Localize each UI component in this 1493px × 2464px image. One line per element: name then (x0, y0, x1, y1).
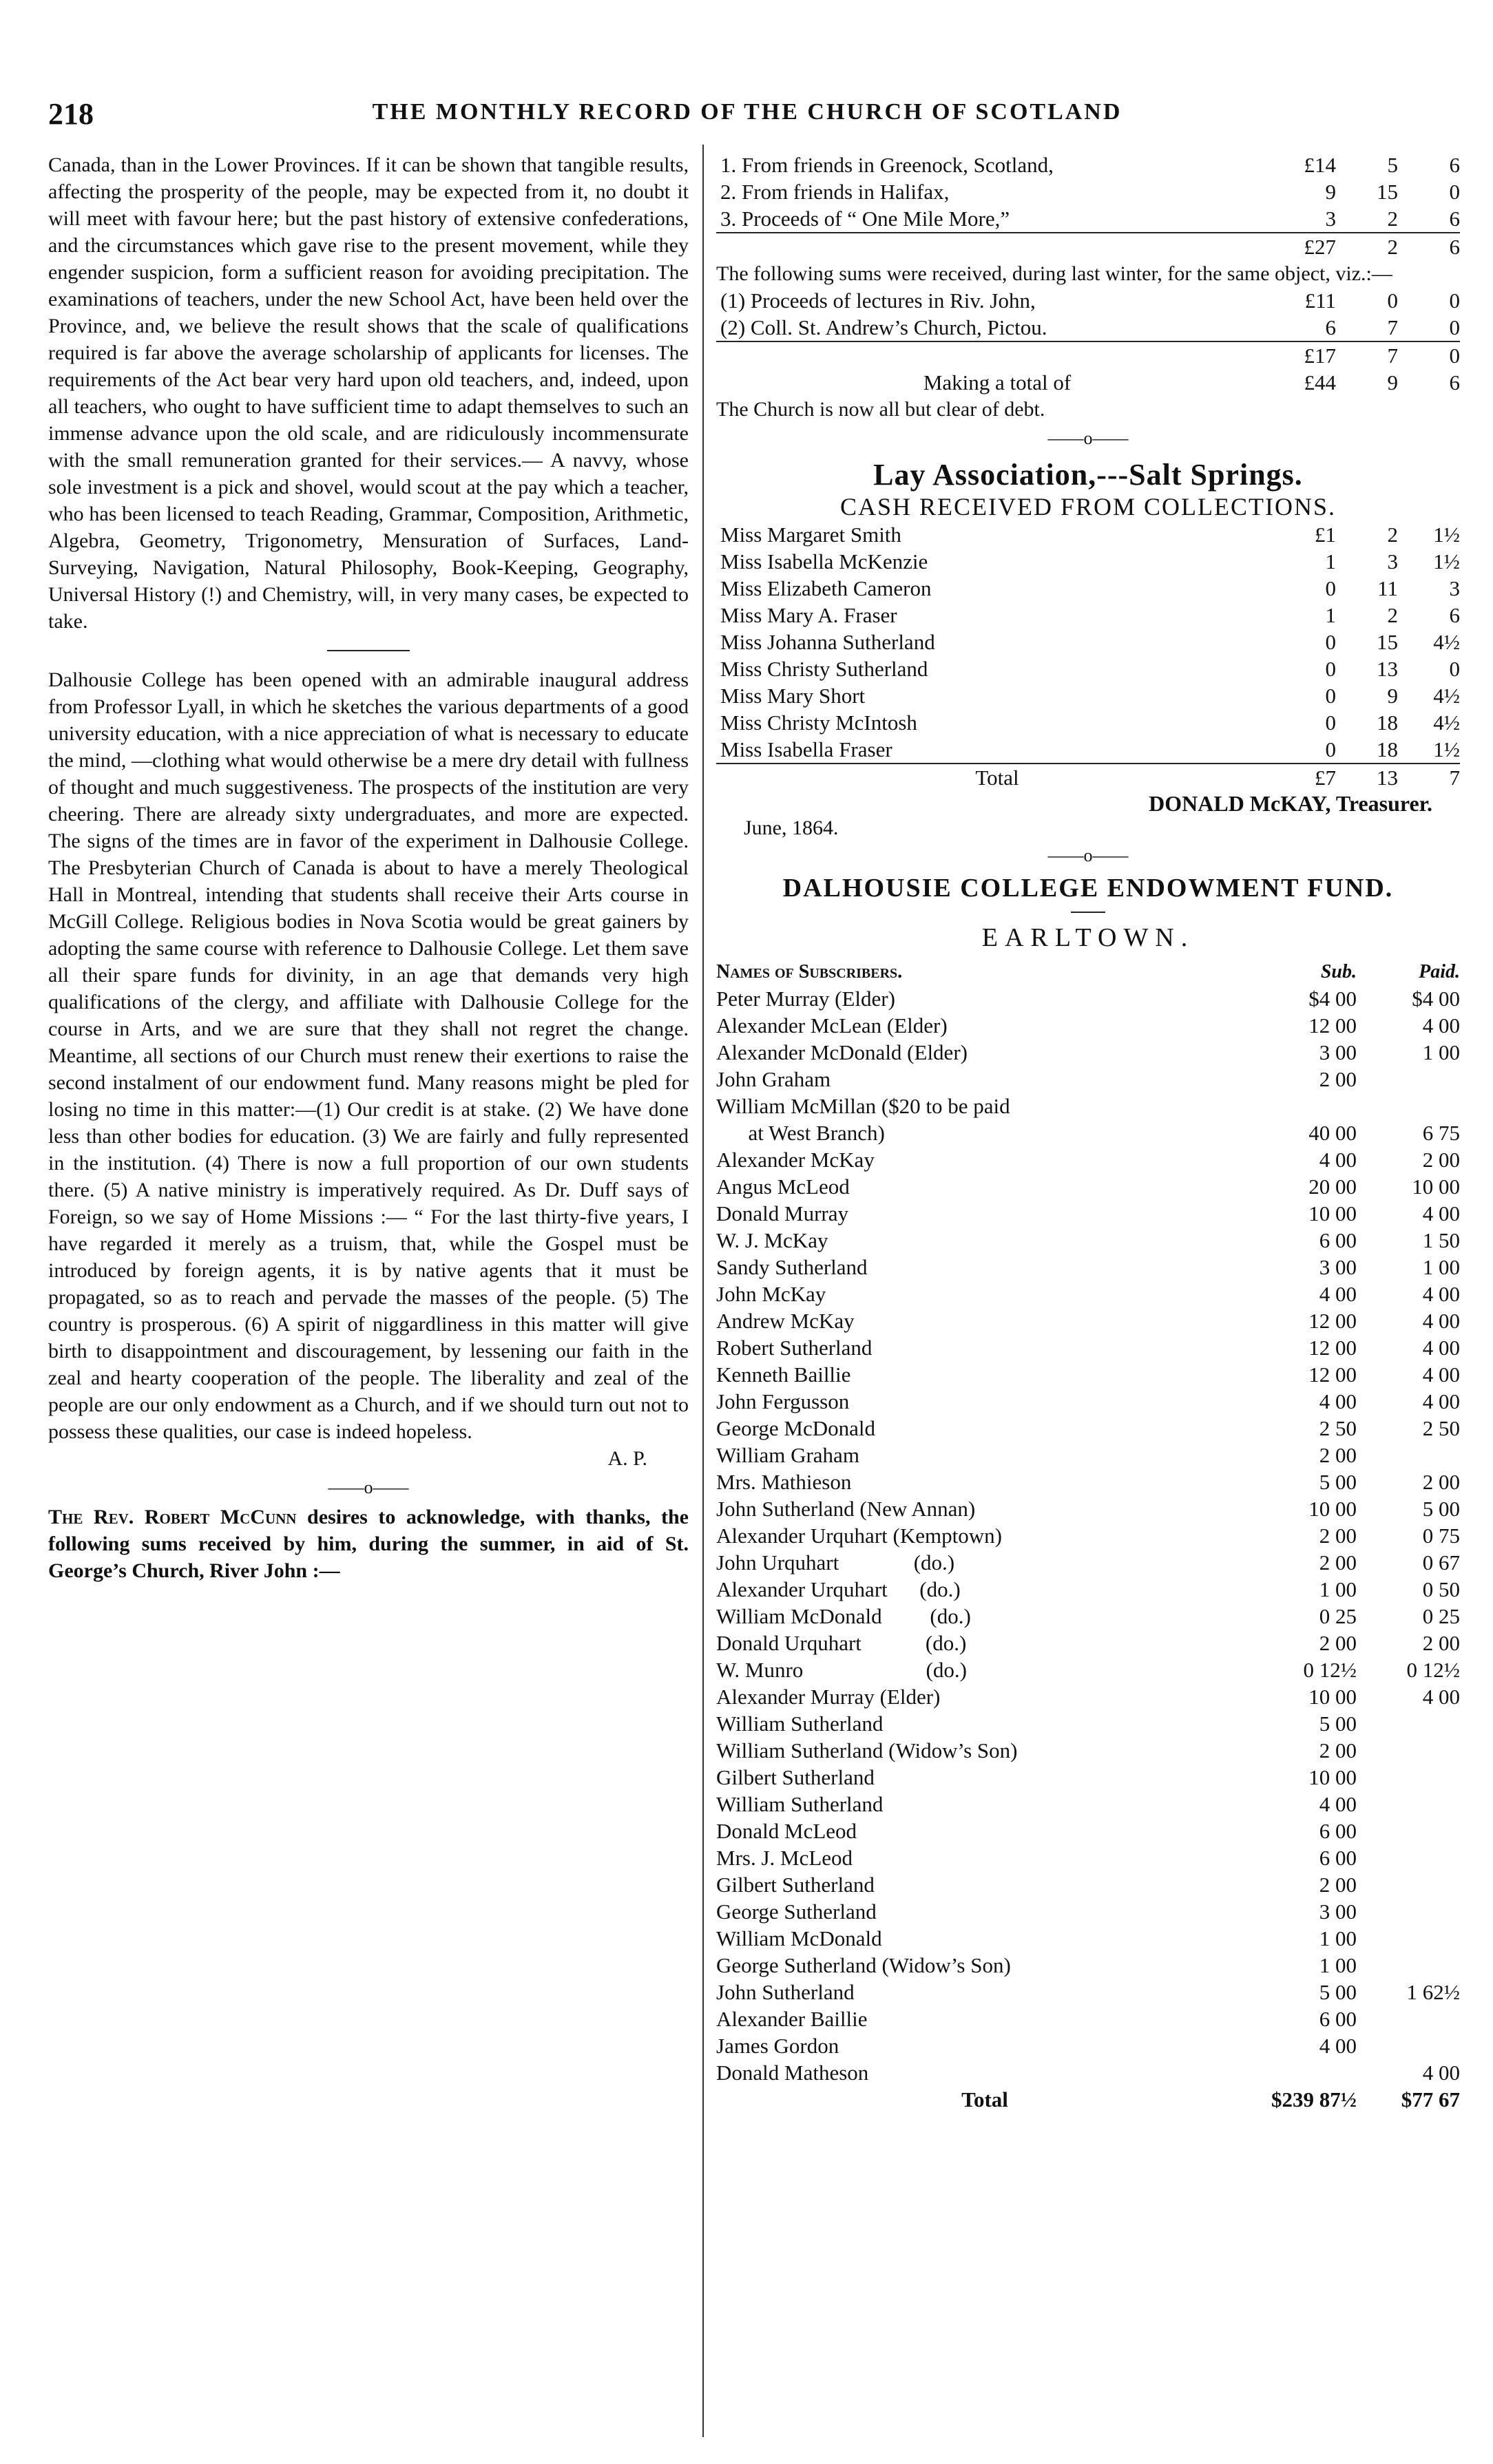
fund-total-row (716, 2086, 1460, 2113)
paid-amount: 2 50 (1422, 1416, 1460, 1440)
ornament-divider: ——o—— (1047, 845, 1129, 865)
table-row (716, 1925, 1460, 1952)
amount-shillings: 15 (1377, 630, 1398, 654)
paid-amount: 4 00 (1422, 1013, 1460, 1038)
amount-shillings: 18 (1377, 737, 1398, 761)
column-paid-header: Paid. (1419, 961, 1460, 982)
subscriber-name: Alexander McDonald (Elder) (716, 1040, 968, 1064)
table-row (716, 548, 1460, 575)
amount-pounds: 3 (1325, 207, 1336, 231)
subscription-amount: 3 00 (1319, 1899, 1357, 1924)
paid-amount (1357, 1898, 1460, 1925)
lay-association-title: Lay Association,---Salt Springs. (873, 458, 1303, 492)
fund-total-sub: $239 87½ (1271, 2087, 1357, 2112)
table-row (716, 1979, 1460, 2005)
subscription-amount: 10 00 (1308, 1201, 1357, 1225)
paid-amount: 0 75 (1422, 1524, 1460, 1548)
table-row (716, 602, 1460, 629)
subscription-amount: 5 00 (1319, 1712, 1357, 1736)
grand-total-pounds: £44 (1304, 370, 1336, 394)
paid-amount (1357, 1442, 1460, 1468)
subscription-amount: 6 00 (1319, 1819, 1357, 1843)
subscriber-name: Gilbert Sutherland (716, 1765, 875, 1789)
lay-collections-table (716, 521, 1460, 791)
subscriber-name: George McDonald (716, 1416, 876, 1440)
table-row (716, 1442, 1460, 1468)
paid-amount (1357, 1952, 1460, 1979)
subscription-amount: 20 00 (1308, 1175, 1357, 1199)
subscriber-name: John McKay (716, 1282, 826, 1306)
paid-amount (1357, 1818, 1460, 1844)
lay-association-subtitle: CASH RECEIVED FROM COLLECTIONS. (839, 493, 1337, 520)
table-row (716, 709, 1460, 736)
subscriber-name: John Sutherland (716, 1980, 855, 2004)
page-header (48, 96, 1446, 138)
table-row (716, 1549, 1460, 1576)
subscription-amount: 6 00 (1319, 1846, 1357, 1870)
lay-total-row (716, 764, 1460, 791)
subscriber-name: Peter Murray (Elder) (716, 987, 895, 1011)
amount-pounds: 0 (1325, 710, 1336, 735)
subscription-amount: 4 00 (1319, 1282, 1357, 1306)
table-row (716, 2059, 1460, 2086)
endowment-fund-title: DALHOUSIE COLLEGE ENDOWMENT FUND. (782, 874, 1394, 903)
title-rule (1071, 912, 1105, 913)
paid-amount: 4 00 (1422, 1282, 1460, 1306)
paid-amount (1357, 1871, 1460, 1898)
ornament-divider: ——o—— (328, 1477, 409, 1497)
paid-amount: $4 00 (1412, 987, 1460, 1011)
paid-amount: 10 00 (1412, 1175, 1460, 1199)
subscription-amount: 2 00 (1319, 1443, 1357, 1467)
paid-amount: 0 12½ (1406, 1658, 1460, 1682)
lay-total-pounds: £7 (1274, 764, 1336, 791)
paid-amount (1357, 1764, 1460, 1791)
collector-name: Miss Margaret Smith (720, 523, 901, 547)
signature-ap: A. P. (607, 1447, 647, 1470)
collector-name: Miss Elizabeth Cameron (720, 576, 932, 600)
table-row (716, 629, 1460, 655)
amount-pence: 4½ (1433, 630, 1460, 654)
paid-amount: 1 00 (1422, 1255, 1460, 1279)
collector-name: Miss Christy Sutherland (720, 657, 928, 681)
amount-pence: 1½ (1433, 523, 1460, 547)
paid-amount (1357, 1737, 1460, 1764)
table-row (716, 521, 1460, 548)
paid-amount: 4 00 (1422, 1389, 1460, 1413)
subscriber-name: William McDonald (do.) (716, 1604, 971, 1628)
acknowledgement-name: The Rev. Robert McCunn (48, 1506, 297, 1528)
amount-pence: 4½ (1433, 710, 1460, 735)
subscription-amount: 10 00 (1308, 1497, 1357, 1521)
subscription-amount (1253, 1093, 1357, 1119)
subscriber-name: Donald McLeod (716, 1819, 857, 1843)
table-row (716, 1334, 1460, 1361)
subscriber-name: W. Munro (do.) (716, 1658, 967, 1682)
table-row (716, 1254, 1460, 1281)
subscriber-name: George Sutherland (716, 1899, 877, 1924)
table-row (716, 682, 1460, 709)
subscription-amount: 10 00 (1308, 1765, 1357, 1789)
paid-amount: 2 00 (1422, 1470, 1460, 1494)
amount-pounds: £1 (1315, 523, 1336, 547)
report-date: June, 1864. (744, 817, 839, 839)
subscription-amount: 1 00 (1319, 1577, 1357, 1601)
subscriber-name: Sandy Sutherland (716, 1255, 868, 1279)
amount-pounds: 9 (1325, 180, 1336, 204)
table-row (716, 655, 1460, 682)
subscriber-name: Alexander Urquhart (do.) (716, 1577, 961, 1601)
subscriber-name: at West Branch) (716, 1121, 885, 1145)
subscription-amount: 5 00 (1319, 1470, 1357, 1494)
amount-shillings: 2 (1387, 207, 1398, 231)
subscription-amount (1253, 2059, 1357, 2086)
stjohn-total-row (716, 233, 1460, 260)
table-row (716, 1093, 1460, 1119)
paid-amount: 5 00 (1422, 1497, 1460, 1521)
table-row (716, 1361, 1460, 1388)
table-row (716, 1307, 1460, 1334)
fund-total-paid: $77 67 (1401, 2087, 1460, 2112)
subscriber-name: Donald Urquhart (do.) (716, 1631, 967, 1655)
subscription-amount: 12 00 (1308, 1336, 1357, 1360)
amount-pence: 6 (1449, 153, 1460, 177)
item-label: (1) Proceeds of lectures in Riv. John, (720, 288, 1036, 313)
subscription-amount: 40 00 (1308, 1121, 1357, 1145)
subscription-amount: 3 00 (1319, 1040, 1357, 1064)
table-row (716, 1871, 1460, 1898)
collector-name: Miss Isabella Fraser (720, 737, 892, 761)
subscription-amount: 4 00 (1319, 1148, 1357, 1172)
amount-pounds: 0 (1325, 737, 1336, 761)
treasurer-signature: DONALD McKAY, Treasurer. (1149, 791, 1432, 816)
subscription-amount: 5 00 (1319, 1980, 1357, 2004)
subscription-amount: 2 00 (1319, 1631, 1357, 1655)
table-row (716, 1495, 1460, 1522)
table-row (716, 151, 1460, 178)
paid-amount: 0 25 (1422, 1604, 1460, 1628)
lay-total-pence: 7 (1398, 764, 1460, 791)
paid-amount: 0 67 (1422, 1550, 1460, 1575)
amount-pounds: 1 (1325, 549, 1336, 573)
amount-pence: 1½ (1433, 549, 1460, 573)
lay-total-shillings: 13 (1336, 764, 1398, 791)
table-row (716, 314, 1460, 341)
place-heading: EARLTOWN. (981, 923, 1195, 952)
subscription-amount: 6 00 (1319, 1228, 1357, 1252)
table-row (716, 1173, 1460, 1200)
lay-total-label: Total (716, 764, 1274, 791)
amount-pence: 0 (1449, 657, 1460, 681)
subscription-amount: 12 00 (1308, 1013, 1357, 1038)
table-row (716, 1012, 1460, 1039)
amount-shillings: 18 (1377, 710, 1398, 735)
debt-note: The Church is now all but clear of debt. (716, 398, 1045, 421)
table-row (716, 1737, 1460, 1764)
item-label: 3. Proceeds of “ One Mile More,” (720, 207, 1010, 231)
collector-name: Miss Mary A. Fraser (720, 603, 897, 627)
subscriber-name: Alexander Murray (Elder) (716, 1685, 941, 1709)
subscriber-name: Mrs. Mathieson (716, 1470, 852, 1494)
table-row (716, 1415, 1460, 1442)
subscription-amount: 6 00 (1319, 2007, 1357, 2031)
paid-amount: 4 00 (1422, 1201, 1460, 1225)
subscription-amount: 0 12½ (1303, 1658, 1357, 1682)
paid-amount (1357, 2032, 1460, 2059)
column-names-header: Names of Subscribers. (716, 961, 903, 982)
table-row (716, 1603, 1460, 1630)
amount-shillings: 0 (1387, 288, 1398, 313)
winter-contributions-table (716, 287, 1460, 396)
amount-pence: 0 (1449, 315, 1460, 339)
paid-amount (1357, 1710, 1460, 1737)
section-rule (327, 650, 410, 651)
paid-amount: 4 00 (1422, 2061, 1460, 2085)
collector-name: Miss Christy McIntosh (720, 710, 917, 735)
subscriber-name: Donald Matheson (716, 2061, 869, 2085)
stjohn-contributions-table (716, 151, 1460, 260)
stjohn-total-pence: 6 (1398, 233, 1460, 260)
subscriber-name: John Fergusson (716, 1389, 850, 1413)
paid-amount: 1 50 (1422, 1228, 1460, 1252)
paid-amount (1357, 1844, 1460, 1871)
winter-total-pounds: £17 (1274, 341, 1336, 369)
table-row (716, 1468, 1460, 1495)
table-row (716, 178, 1460, 205)
amount-pence: 6 (1449, 207, 1460, 231)
running-title: THE MONTHLY RECORD OF THE CHURCH OF SCOTLAND (372, 99, 1123, 125)
subscriber-name: Alexander Urquhart (Kemptown) (716, 1524, 1002, 1548)
grand-total-label: Making a total of (923, 370, 1072, 394)
subscription-amount: 3 00 (1319, 1255, 1357, 1279)
subscriber-name: Angus McLeod (716, 1175, 850, 1199)
item-label: (2) Coll. St. Andrew’s Church, Pictou. (720, 315, 1047, 339)
ornament-divider: ——o—— (1047, 428, 1129, 448)
table-row (716, 205, 1460, 233)
collector-name: Miss Johanna Sutherland (720, 630, 935, 654)
table-row (716, 1683, 1460, 1710)
table-row (716, 1200, 1460, 1227)
table-row (716, 2005, 1460, 2032)
subscriber-name: William Sutherland (716, 1792, 884, 1816)
subscription-amount: $4 00 (1308, 987, 1357, 1011)
subscriber-name: Andrew McKay (716, 1309, 855, 1333)
table-row (716, 1844, 1460, 1871)
table-row (716, 1576, 1460, 1603)
subscription-amount: 4 00 (1319, 1389, 1357, 1413)
table-row (716, 1281, 1460, 1307)
grand-total-row (716, 369, 1460, 396)
item-label: 1. From friends in Greenock, Scotland, (720, 153, 1054, 177)
subscriber-name: James Gordon (716, 2034, 839, 2058)
table-row (716, 2032, 1460, 2059)
stjohn-total-shillings: 2 (1336, 233, 1398, 260)
subscription-amount: 0 25 (1319, 1604, 1357, 1628)
amount-shillings: 2 (1387, 603, 1398, 627)
amount-pence: 6 (1449, 603, 1460, 627)
subscription-amount: 4 00 (1319, 1792, 1357, 1816)
subscriber-name: William McMillan ($20 to be paid (716, 1094, 1010, 1118)
table-row (716, 985, 1460, 1012)
collector-name: Miss Mary Short (720, 684, 866, 708)
page-number: 218 (48, 97, 94, 131)
amount-pounds: 1 (1325, 603, 1336, 627)
table-row (716, 1119, 1460, 1146)
subscriber-name: Alexander McLean (Elder) (716, 1013, 948, 1038)
paid-amount (1357, 1925, 1460, 1952)
paid-amount: 4 00 (1422, 1362, 1460, 1387)
table-row (716, 1388, 1460, 1415)
amount-shillings: 9 (1387, 684, 1398, 708)
subscriber-name: John Graham (716, 1067, 831, 1091)
amount-pounds: 6 (1325, 315, 1336, 339)
subscription-amount: 1 00 (1319, 1953, 1357, 1977)
paid-amount: 4 00 (1422, 1685, 1460, 1709)
paid-amount (1357, 1791, 1460, 1818)
table-row (716, 1630, 1460, 1656)
amount-pence: 4½ (1433, 684, 1460, 708)
subscriber-name: William Sutherland (716, 1712, 884, 1736)
paid-amount (1357, 1066, 1460, 1093)
subscriber-name: John Urquhart (do.) (716, 1550, 955, 1575)
amount-pounds: 0 (1325, 576, 1336, 600)
stjohn-total-pounds: £27 (1274, 233, 1336, 260)
paragraph-dalhousie: Dalhousie College has been opened with an admirable inaugural address from Professor Lyall, in which he sketches the various departments of a good university education, with a nice appreciation of what is necessary to educate the mind, —clothing what would otherwise be a mere dry detail with fullness of thought and much suggestiveness. The prospects of the institution are very cheering. There are already sixty undergraduates, and more are expected. The signs of the times are in favor of the experiment in Dalhousie College. The Presbyterian Church of Canada is about to have a merely Theological Hall in Montreal, intending that students shall receive their Arts course in McGill College. Religious bodies in Nova Scotia would be great gainers by adopting the same course with reference to Dalhousie College. Let them save all their spare funds for divinity, in an age that demands very high qualifications of the clergy, and affiliate with Dalhousie College for the course in Arts, and we are sure that they shall not regret the change. Meantime, all sections of our Church must renew their exertions to raise the second instalment of our endowment fund. Many reasons might be pled for losing no time in this matter:—(1) Our credit is at stake. (2) We have done less than other bodies for education. (3) We are fairly and fully represented in the institution. (4) There is now a full proportion of our own students there. (5) A native ministry is imperatively required. As Dr. Duff says of Foreign, so we say of Home Missions :— “ For the last thirty-five years, I have regarded it merely as a truism, that, while the Gospel must be introduced by foreign agents, it is by native agents that it must be propagated, so as to reach and pervade the masses of the people. (5) The country is prosperous. (6) A spirit of niggardliness in this matter will give birth to disappointment and discouragement, by lessening our faith in the zeal and hearty cooperation of the people. The liberality and zeal of the people are our only endowment as a Church, and if we should turn out not to possess these qualities, our case is indeed hopeless. (48, 668, 689, 1443)
subscription-amount: 12 00 (1308, 1309, 1357, 1333)
table-row (716, 575, 1460, 602)
table-row (716, 287, 1460, 314)
subscription-amount: 12 00 (1308, 1362, 1357, 1387)
subscription-amount: 4 00 (1319, 2034, 1357, 2058)
amount-shillings: 2 (1387, 523, 1398, 547)
paid-amount: 0 50 (1422, 1577, 1460, 1601)
column-sub-header: Sub. (1320, 961, 1357, 982)
table-row (716, 1227, 1460, 1254)
subscriber-name: Gilbert Sutherland (716, 1873, 875, 1897)
subscriber-name: Alexander Baillie (716, 2007, 868, 2031)
amount-pounds: 0 (1325, 657, 1336, 681)
paid-amount: 1 62½ (1406, 1980, 1460, 2004)
amount-shillings: 3 (1387, 549, 1398, 573)
paid-amount: 6 75 (1422, 1121, 1460, 1145)
amount-pence: 3 (1449, 576, 1460, 600)
amount-shillings: 13 (1377, 657, 1398, 681)
subscriber-name: Alexander McKay (716, 1148, 875, 1172)
paid-amount: 2 00 (1422, 1631, 1460, 1655)
acknowledgement-text: desires to acknowledge, with thanks, the following sums received by him, during the summer, in aid of St. George’s Church, River John :— (48, 1506, 689, 1582)
paid-amount (1357, 1093, 1460, 1119)
subscription-amount: 2 00 (1319, 1738, 1357, 1762)
table-row (716, 1656, 1460, 1683)
table-row (716, 1818, 1460, 1844)
right-column (716, 151, 1460, 2113)
table-row (716, 1146, 1460, 1173)
subscription-amount: 2 00 (1319, 1550, 1357, 1575)
subscriber-name: William Graham (716, 1443, 859, 1467)
fund-total-label: Total (961, 2087, 1008, 2112)
subscription-amount: 2 00 (1319, 1067, 1357, 1091)
subscriber-name: Kenneth Baillie (716, 1362, 851, 1387)
acknowledgement-paragraph (48, 1504, 689, 1584)
paid-amount (1357, 2005, 1460, 2032)
subscriber-name: William Sutherland (Widow’s Son) (716, 1738, 1018, 1762)
amount-pence: 1½ (1433, 737, 1460, 761)
subscribers-header-row (716, 958, 1460, 985)
amount-pounds: £11 (1304, 288, 1336, 313)
subscriber-name: John Sutherland (New Annan) (716, 1497, 976, 1521)
table-row (716, 1039, 1460, 1066)
grand-total-shillings: 9 (1387, 370, 1398, 394)
amount-shillings: 7 (1387, 315, 1398, 339)
table-row (716, 736, 1460, 764)
table-row (716, 1952, 1460, 1979)
paragraph-school-act: Canada, than in the Lower Provinces. If it can be shown that tangible results, affecting the prosperity of the people, may be expected from it, no doubt it will meet with favour here; but the past history of extensive confederations, and the circumstances which gave rise to the present movement, while they engender suspicion, form a sufficient reason for avoiding precipitation. The examinations of teachers, under the new School Act, have been held over the Province, and, we believe the result shows that the scale of qualifications required is far above the average scholarship of applicants for licenses. The requirements of the Act bear very hard upon old teachers, and, indeed, upon all teachers, who ought to have sufficient time to adapt themselves to such an immense advance upon the old scale, and are ridiculously incommensurate with the small remuneration granted for their services.— A navvy, whose sole investment is a pick and shovel, would scout at the pay which a teacher, who has been licensed to teach Reading, Grammar, Composition, Arithmetic, Algebra, Geometry, Trigonometry, Mensuration of Surfaces, Land-Surveying, Navigation, Natural Philosophy, Book-Keeping, Geography, Universal History (!) and Chemistry, will, in very many cases, be expected to take. (48, 154, 689, 633)
table-row (716, 1791, 1460, 1818)
table-row (716, 1522, 1460, 1549)
collector-name: Miss Isabella McKenzie (720, 549, 928, 573)
subscriber-name: Donald Murray (716, 1201, 848, 1225)
table-row (716, 1764, 1460, 1791)
subscription-amount: 2 00 (1319, 1524, 1357, 1548)
amount-pence: 0 (1449, 288, 1460, 313)
grand-total-pence: 6 (1449, 370, 1460, 394)
amount-pounds: £14 (1304, 153, 1336, 177)
amount-pence: 0 (1449, 180, 1460, 204)
amount-shillings: 5 (1387, 153, 1398, 177)
amount-pounds: 0 (1325, 684, 1336, 708)
subscription-amount: 2 00 (1319, 1873, 1357, 1897)
item-label: 2. From friends in Halifax, (720, 180, 950, 204)
paid-amount: 4 00 (1422, 1336, 1460, 1360)
subscribers-table (716, 958, 1460, 2113)
amount-pounds: 0 (1325, 630, 1336, 654)
winter-total-pence: 0 (1398, 341, 1460, 369)
table-row (716, 1898, 1460, 1925)
subscriber-name: William McDonald (716, 1926, 882, 1950)
subscriber-name: George Sutherland (Widow’s Son) (716, 1953, 1011, 1977)
subscriber-name: W. J. McKay (716, 1228, 828, 1252)
paid-amount: 2 00 (1422, 1148, 1460, 1172)
column-divider (702, 145, 704, 2437)
subscription-amount: 1 00 (1319, 1926, 1357, 1950)
amount-shillings: 15 (1377, 180, 1398, 204)
table-row (716, 1710, 1460, 1737)
subscriber-name: Robert Sutherland (716, 1336, 873, 1360)
subscriber-name: Mrs. J. McLeod (716, 1846, 853, 1870)
winter-total-row (716, 341, 1460, 369)
winter-total-shillings: 7 (1336, 341, 1398, 369)
paid-amount: 1 00 (1422, 1040, 1460, 1064)
subscription-amount: 10 00 (1308, 1685, 1357, 1709)
left-column (48, 151, 689, 1584)
subscription-amount: 2 50 (1319, 1416, 1357, 1440)
amount-shillings: 11 (1377, 576, 1398, 600)
paid-amount: 4 00 (1422, 1309, 1460, 1333)
table-row (716, 1066, 1460, 1093)
winter-intro: The following sums were received, during last winter, for the same object, viz.:— (716, 262, 1392, 285)
